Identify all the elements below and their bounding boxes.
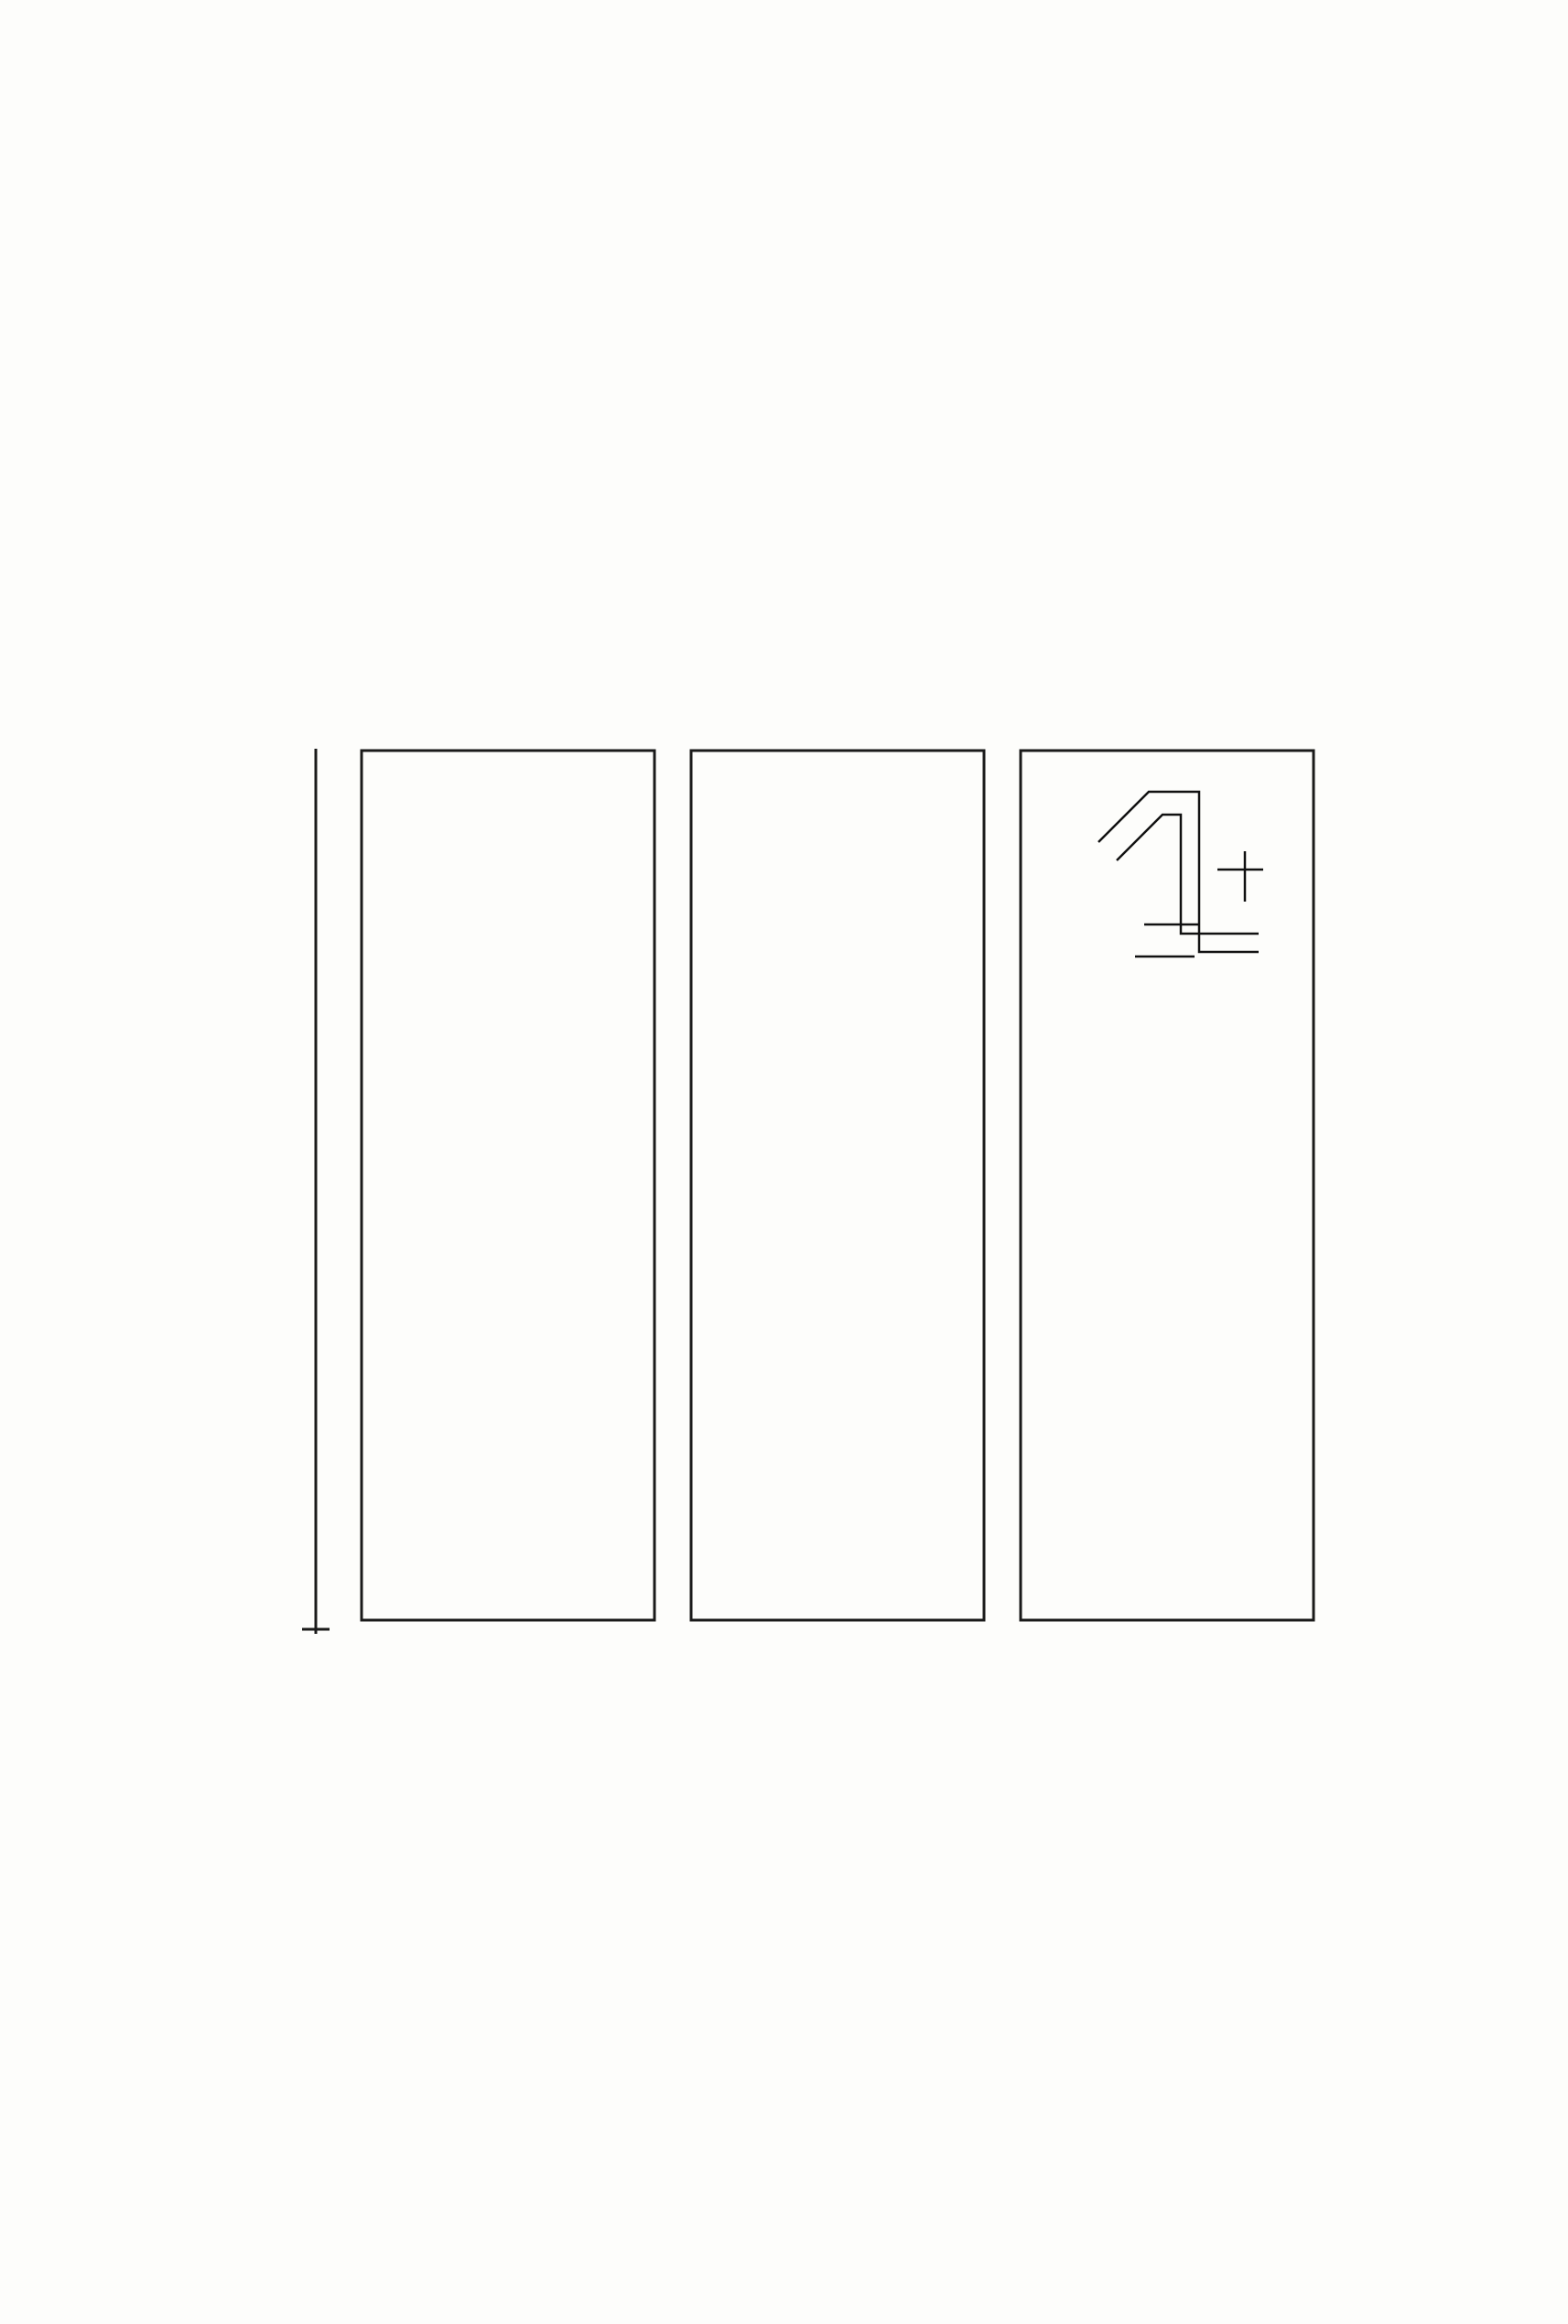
- panel-3-frame: [1021, 751, 1314, 1620]
- pipe-schematic-inset: [1098, 792, 1263, 957]
- panel-2-frame: [691, 751, 984, 1620]
- panel-1-frame: [362, 751, 654, 1620]
